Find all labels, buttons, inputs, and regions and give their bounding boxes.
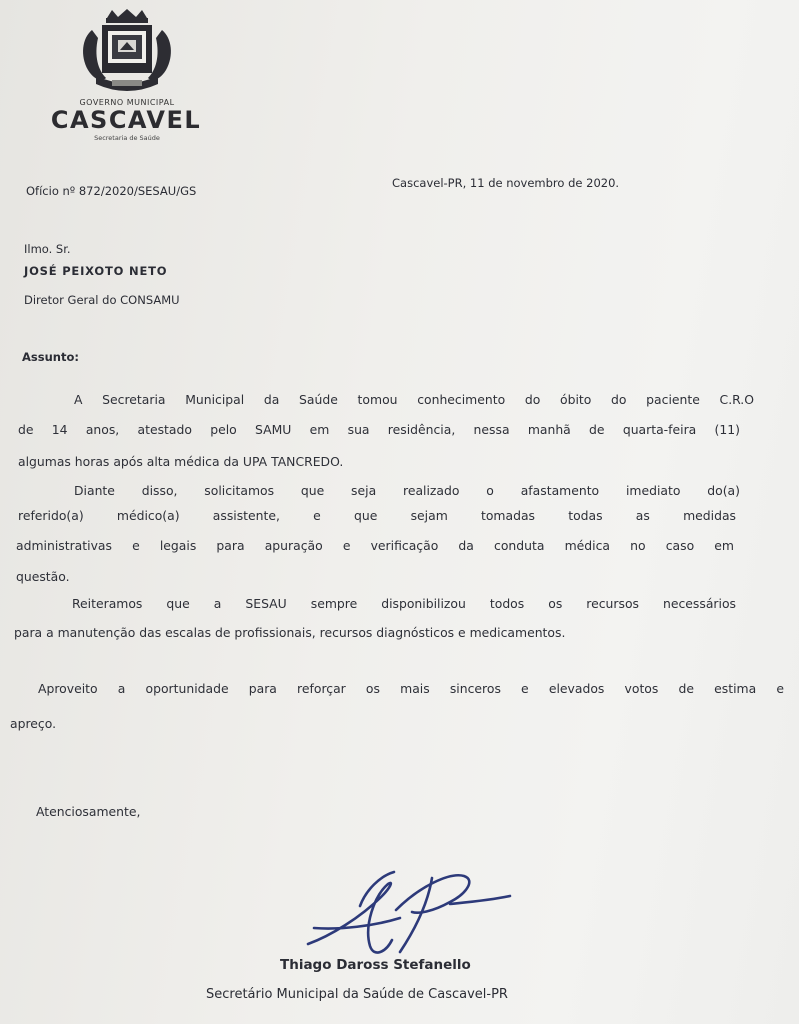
department-line: Secretaria de Saúde (94, 134, 160, 142)
sign-off: Atenciosamente, (36, 804, 141, 819)
paragraph-2-line-2: referido(a) médico(a) assistente, e que sejam tomadas todas as medidas (18, 508, 736, 523)
signatory-role: Secretário Municipal da Saúde de Cascavel-PR (206, 987, 508, 1002)
government-line: GOVERNO MUNICIPAL (79, 98, 175, 107)
city-name: CASCAVEL (50, 106, 202, 134)
paragraph-2-line-4: questão. (16, 569, 70, 584)
letter-reference: Ofício nº 872/2020/SESAU/GS (26, 184, 197, 198)
paragraph-2-line-1: Diante disso, solicitamos que seja realizado o afastamento imediato do(a) (74, 483, 740, 498)
paragraph-2-line-3: administrativas e legais para apuração e verificação da conduta médica no caso em (16, 538, 734, 553)
closing-paragraph-line-1: Aproveito a oportunidade para reforçar os mais sinceros e elevados votos de estima e (38, 681, 784, 696)
salutation: Ilmo. Sr. (24, 242, 71, 256)
handwritten-signature (300, 866, 520, 962)
coat-of-arms-logo (72, 8, 182, 100)
paragraph-3-line-2: para a manutenção das escalas de profissionais, recursos diagnósticos e medicamentos. (14, 625, 566, 640)
paragraph-1-line-3: algumas horas após alta médica da UPA TANCREDO. (18, 454, 344, 469)
recipient-title: Diretor Geral do CONSAMU (24, 293, 180, 307)
subject-label: Assunto: (22, 350, 79, 364)
paragraph-1-line-1: A Secretaria Municipal da Saúde tomou conhecimento do óbito do paciente C.R.O (74, 392, 754, 407)
recipient-name: JOSÉ PEIXOTO NETO (24, 264, 168, 278)
closing-paragraph-line-2: apreço. (10, 716, 57, 731)
paragraph-3-line-1: Reiteramos que a SESAU sempre disponibilizou todos os recursos necessários (72, 596, 736, 611)
paragraph-1-line-2: de 14 anos, atestado pelo SAMU em sua residência, nessa manhã de quarta-feira (11) (18, 422, 740, 437)
place-date: Cascavel-PR, 11 de novembro de 2020. (392, 176, 620, 190)
signatory-name: Thiago Daross Stefanello (280, 957, 471, 973)
